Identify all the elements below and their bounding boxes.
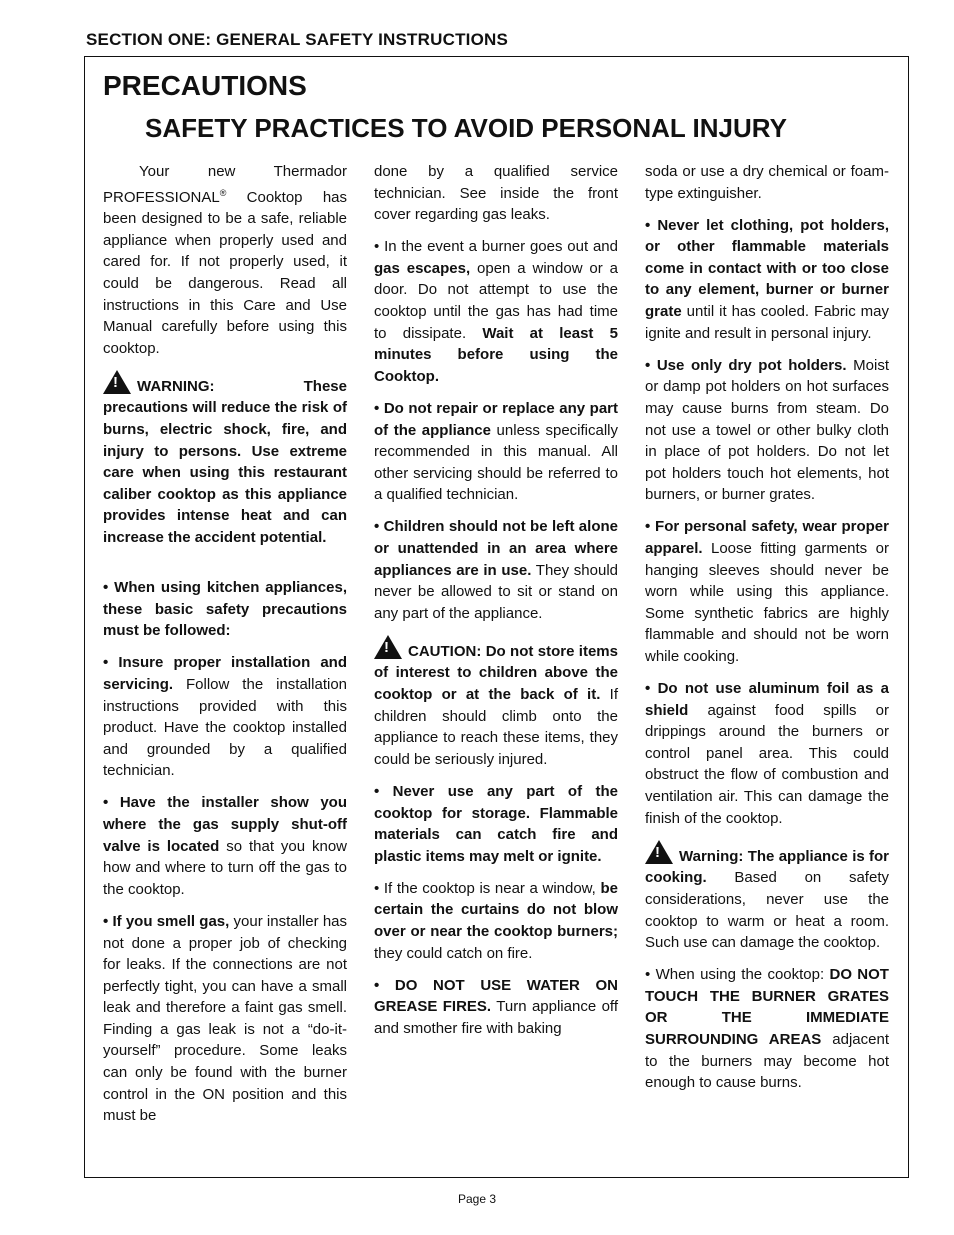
column-3 (645, 161, 889, 1104)
list-item: • Use only dry pot holders. Moist or damp pot holders on hot surfaces may cause burns from steam. Do not use a towel or other bulky cloth in place of pot holders. Do not let pot holders touch hot elements, hot burners, or burner grates. (645, 356, 889, 504)
list-item: • Do not use aluminum foil as a shield against food spills or drippings around the burners or control panel area. This could obstruct the flow of combustion and ventilation air. This can damage the finish of the cooktop. (645, 680, 889, 827)
list-item: • In the event a burner goes out and gas escapes, open a window or a door. Do not attempt to use the cooktop until the gas has had time to dissipate. Wait at least 5 minutes before using the Cooktop. (374, 238, 618, 385)
list-item: • Never let clothing, pot holders, or other flammable materials come in contact with or too close to any element, burner or burner grate until it has cooled. Fabric may ignite and result in personal injury. (645, 216, 889, 342)
warning-paragraph: !WARNING: These precautions will reduce the risk of burns, electric shock, fire, and injury to persons. Use extreme care when using this restaurant caliber cooktop as this appliance provides intense heat and can increase the accident potential. (103, 370, 347, 549)
caution-paragraph: !CAUTION: Do not store items of interest to children above the cooktop or at the back of it. If children should climb onto the appliance to reach these items, they could be seriously injured. (374, 635, 618, 771)
list-item: • When using the cooktop: DO NOT TOUCH THE BURNER GRATES OR THE IMMEDIATE SURROUNDING AREAS adjacent to the burners may become hot enough to cause burns. (645, 966, 889, 1092)
list-item: • Never use any part of the cooktop for storage. Flammable materials can catch fire and plastic items may melt or ignite. (374, 782, 618, 865)
list-item: • Have the installer show you where the gas supply shut-off valve is located so that you know how and where to turn off the gas to the cooktop. (103, 794, 347, 898)
warning-paragraph: !Warning: The appliance is for cooking. Based on safety considerations, never use the cooktop to warm or heat a room. Such use can damage the cooktop. (645, 840, 889, 954)
warning-triangle-icon (374, 635, 402, 659)
list-item: • DO NOT USE WATER ON GREASE FIRES. Turn appliance off and smother fire with baking (374, 976, 618, 1037)
page-subtitle: SAFETY PRACTICES TO AVOID PERSONAL INJURY (145, 113, 787, 143)
list-item: • If you smell gas, your installer has not done a proper job of checking for leaks. If the connections are not perfectly tight, you can have a small leak and therefore a faint gas smell. Finding a gas leak is not a “do-it-yourself” procedure. Some leaks can only be found with the burner control in the ON position and this must be (103, 912, 348, 1125)
warning-triangle-icon (103, 370, 131, 394)
list-item: soda or use a dry chemical or foam-type extinguisher. (645, 163, 889, 202)
page-number: Page 3 (457, 1192, 497, 1206)
list-item: • Do not repair or replace any part of the appliance unless specifically recommended in this manual. All other servicing should be referred to a qualified technician. (374, 399, 618, 504)
list-item: • Insure proper installation and servicing. Follow the installation instructions provided with this product. Have the cooktop installed and grounded by a qualified technician. (103, 654, 347, 780)
column-2 (374, 161, 618, 1050)
list-item: done by a qualified service technician. See inside the front cover regarding gas leaks. (374, 163, 618, 224)
list-item: • For personal safety, wear proper apparel. Loose fitting garments or hanging sleeves should never be worn while using this appliance. Some synthetic fabrics are highly flammable and should not be worn while cooking. (645, 518, 889, 665)
section-header: SECTION ONE: GENERAL SAFETY INSTRUCTIONS (86, 30, 509, 49)
list-item: • If the cooktop is near a window, be certain the curtains do not blow over or near the cooktop burners; they could catch on fire. (374, 879, 618, 962)
list-item: • Children should not be left alone or unattended in an area where appliances are in use. They should never be allowed to sit or stand on any part of the appliance. (374, 518, 618, 622)
warning-triangle-icon (645, 840, 673, 864)
page-title: PRECAUTIONS (103, 70, 307, 101)
column-1 (103, 161, 347, 1137)
intro-paragraph: Your new Thermador PROFESSIONAL® Cooktop has been designed to be a safe, reliable appliance when properly used and cared for. If not properly used, it could be dangerous. Read all instructions in this Care and Use Manual carefully before using this cooktop. (103, 163, 347, 357)
list-item: • When using kitchen appliances, these basic safety precautions must be followed: (103, 579, 347, 640)
